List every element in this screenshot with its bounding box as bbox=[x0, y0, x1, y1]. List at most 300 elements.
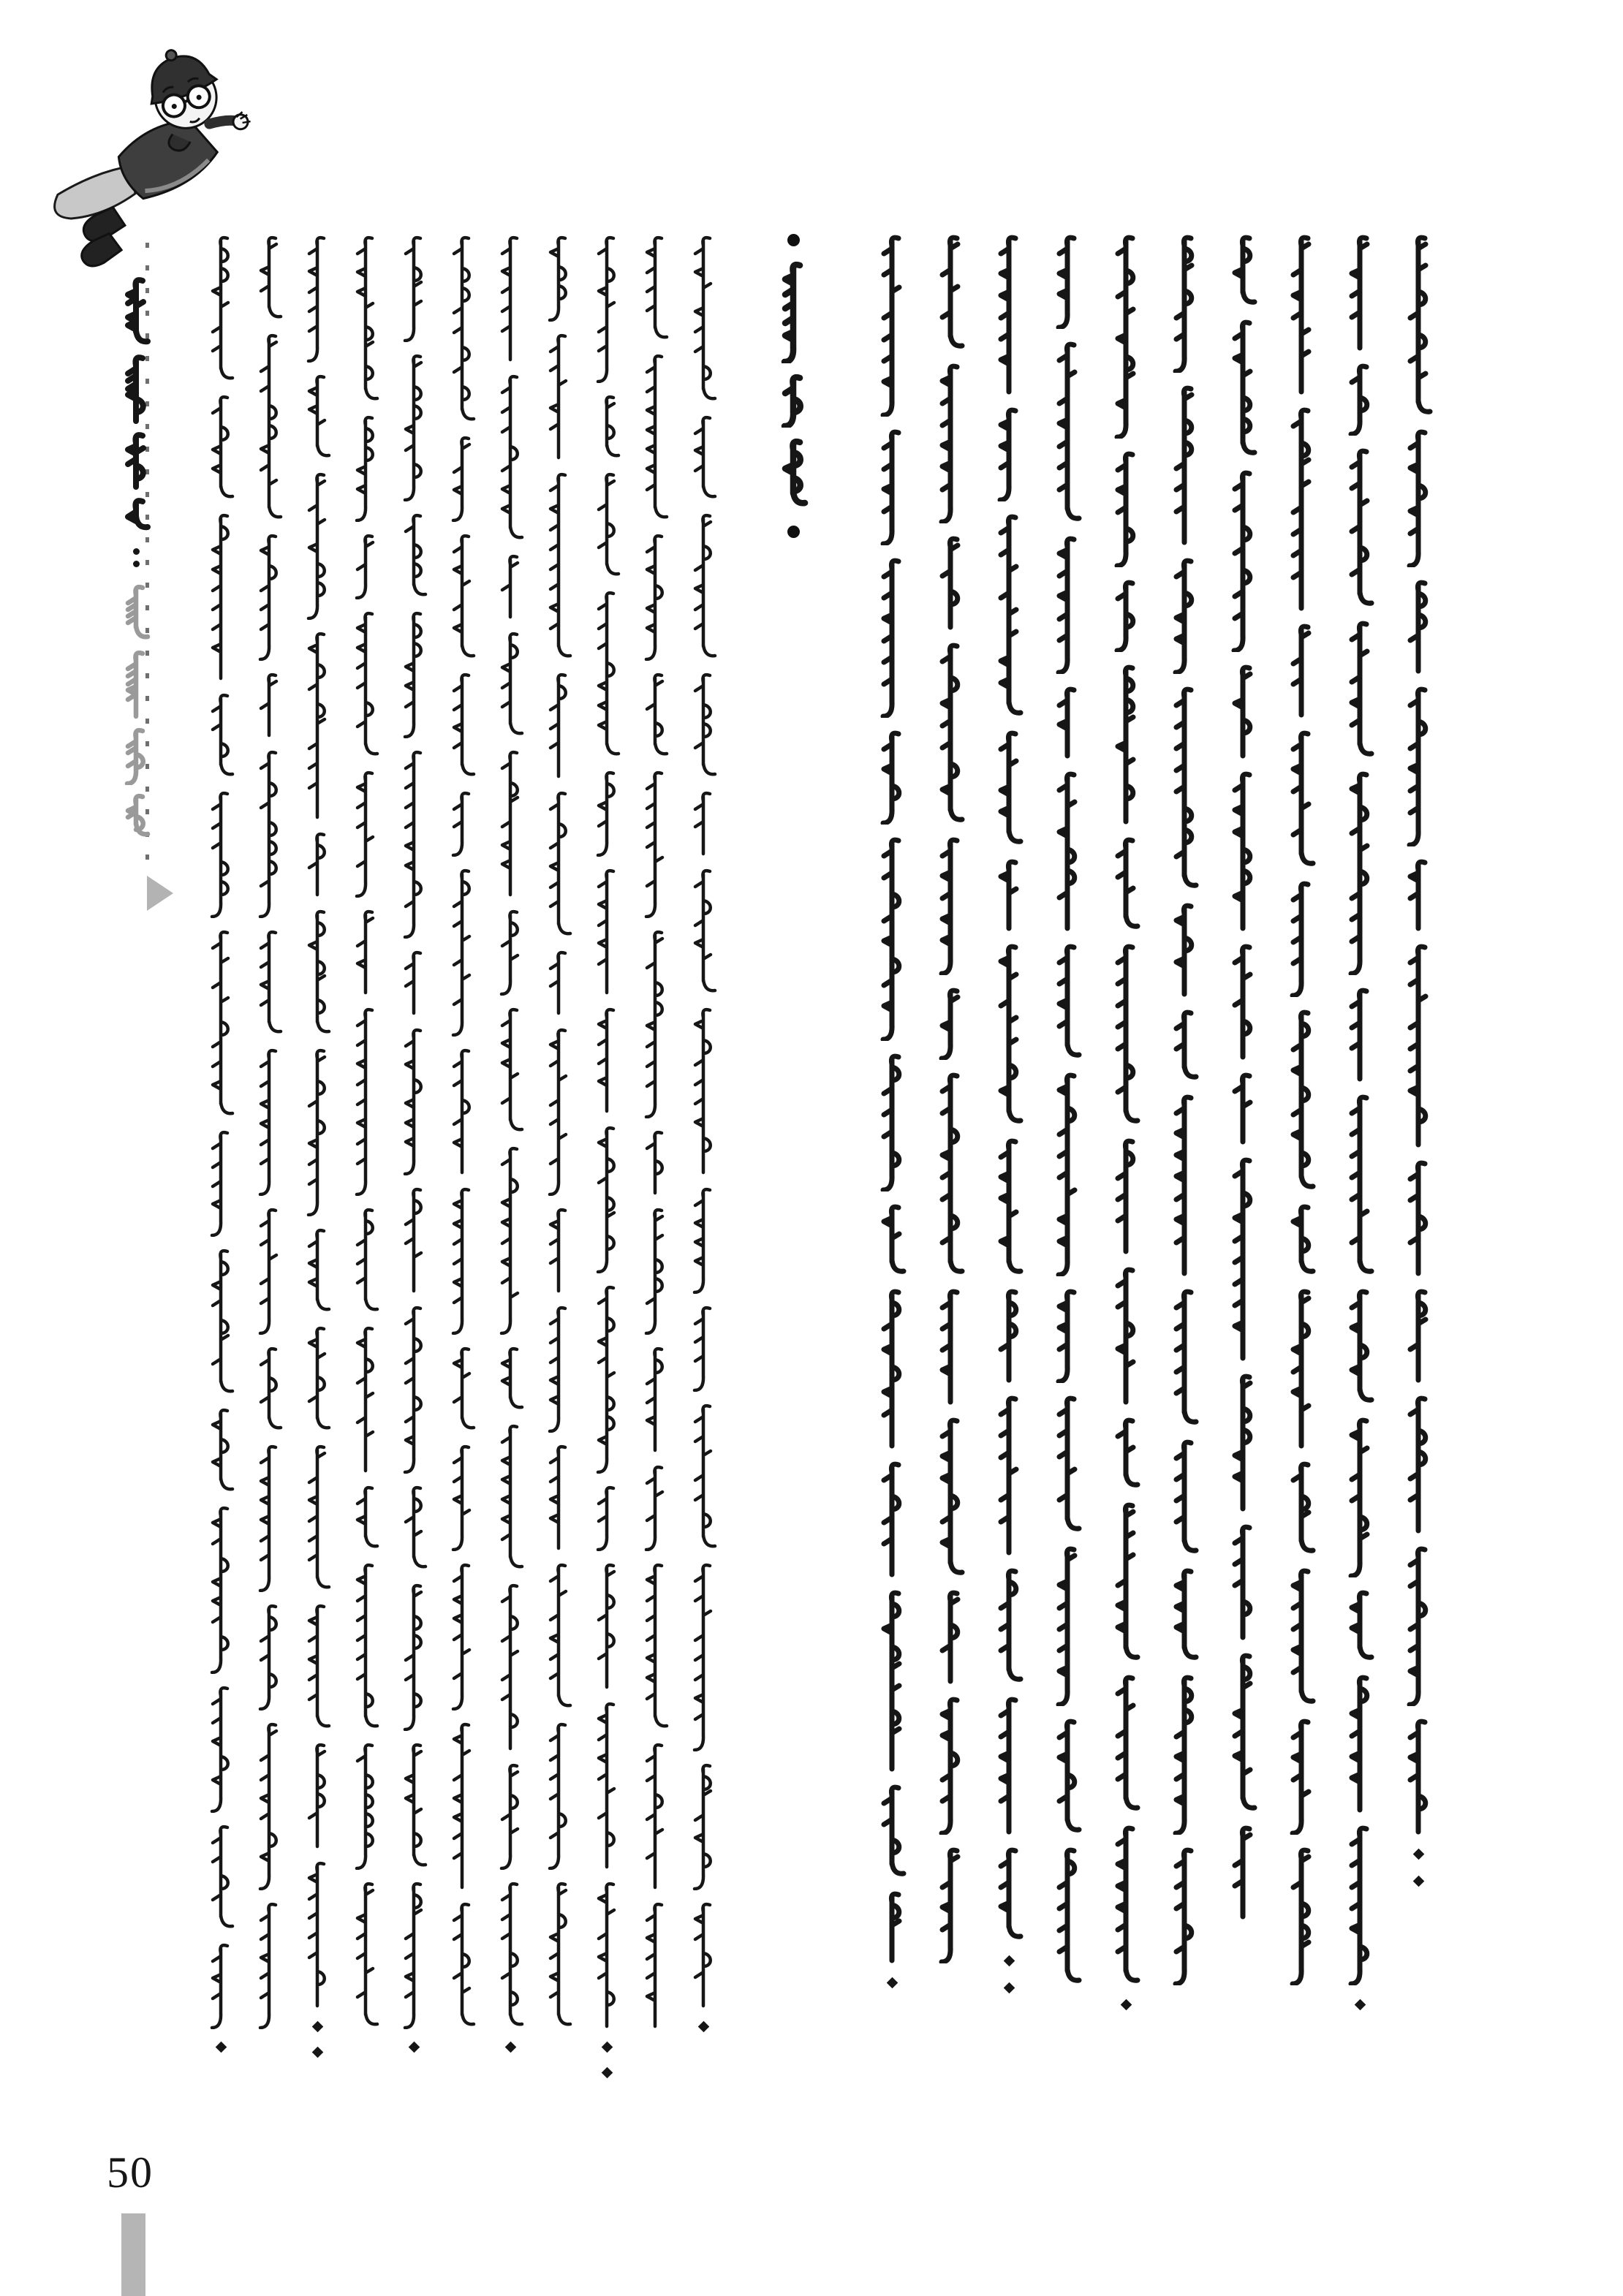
divider-arrow-icon bbox=[147, 876, 173, 911]
script-word bbox=[991, 858, 1027, 931]
script-word bbox=[349, 1741, 382, 1870]
script-word bbox=[591, 769, 623, 857]
script-word bbox=[205, 692, 237, 779]
script-word bbox=[1166, 1439, 1203, 1556]
script-word bbox=[639, 352, 671, 522]
punctuation-dot bbox=[697, 2021, 709, 2033]
script-word bbox=[991, 1696, 1027, 1835]
script-word bbox=[1225, 943, 1261, 1060]
script-word bbox=[301, 1860, 333, 2009]
script-word bbox=[639, 234, 671, 342]
page-edge-tab bbox=[121, 2213, 145, 2296]
script-word bbox=[991, 513, 1027, 718]
script-word bbox=[349, 1484, 382, 1551]
script-word bbox=[1400, 1288, 1437, 1383]
script-word bbox=[991, 1137, 1027, 1276]
script-word bbox=[773, 261, 813, 363]
script-word bbox=[1283, 623, 1320, 718]
script-word bbox=[1400, 858, 1437, 931]
script-word bbox=[494, 1422, 526, 1572]
script-word bbox=[1225, 469, 1261, 652]
script-word bbox=[253, 671, 285, 738]
script-word bbox=[542, 671, 575, 779]
script-word bbox=[253, 1602, 285, 1710]
script-word bbox=[1400, 1395, 1437, 1534]
script-word bbox=[1225, 1652, 1261, 1813]
script-word bbox=[349, 414, 382, 522]
script-word bbox=[1049, 686, 1086, 759]
script-word bbox=[591, 234, 623, 383]
script-word bbox=[874, 1890, 910, 1963]
script-word bbox=[542, 1880, 575, 2029]
script-word bbox=[205, 512, 237, 681]
script-word bbox=[773, 438, 813, 508]
script-word bbox=[1225, 234, 1261, 307]
script-word bbox=[591, 1561, 623, 1690]
script-word bbox=[932, 987, 969, 1060]
script-word bbox=[398, 610, 430, 738]
text-column-left bbox=[398, 234, 430, 2055]
script-word bbox=[542, 1443, 575, 1551]
script-word bbox=[1166, 557, 1203, 674]
script-word bbox=[591, 1284, 623, 1474]
script-word bbox=[253, 1443, 285, 1592]
script-word bbox=[1049, 1395, 1086, 1534]
script-word bbox=[991, 234, 1027, 395]
script-word bbox=[1283, 1009, 1320, 1191]
script-word bbox=[446, 1901, 478, 2029]
text-column-left bbox=[446, 234, 478, 2029]
script-word bbox=[639, 1129, 671, 1196]
script-word bbox=[932, 1072, 969, 1276]
punctuation-dot bbox=[504, 2042, 516, 2053]
script-word bbox=[639, 1345, 671, 1453]
text-column-right bbox=[1400, 234, 1437, 1889]
script-word bbox=[687, 1402, 719, 1551]
script-word bbox=[121, 792, 151, 839]
script-word bbox=[446, 1345, 478, 1433]
script-word bbox=[446, 1186, 478, 1335]
script-word bbox=[446, 1561, 478, 1710]
text-column-left bbox=[639, 234, 671, 2029]
script-word bbox=[639, 928, 671, 1118]
script-word bbox=[1049, 770, 1086, 931]
script-word bbox=[687, 1006, 719, 1175]
script-word bbox=[1342, 447, 1378, 608]
script-word bbox=[1049, 234, 1086, 329]
script-word bbox=[591, 589, 623, 759]
script-word bbox=[687, 1561, 719, 1751]
script-word bbox=[253, 1901, 285, 2029]
script-word bbox=[301, 1741, 333, 1849]
script-word bbox=[349, 1880, 382, 2029]
script-word bbox=[1166, 1567, 1203, 1662]
script-word bbox=[1400, 943, 1437, 1148]
script-word bbox=[1400, 234, 1437, 417]
script-word bbox=[1049, 943, 1086, 1060]
script-word bbox=[253, 749, 285, 918]
script-word bbox=[1166, 384, 1203, 545]
script-word bbox=[205, 1823, 237, 1931]
script-word bbox=[932, 642, 969, 825]
script-word bbox=[1283, 1846, 1320, 1985]
script-word bbox=[1049, 1846, 1086, 1985]
script-word bbox=[205, 393, 237, 501]
script-word bbox=[494, 749, 526, 898]
script-word bbox=[301, 630, 333, 820]
script-word bbox=[1049, 1288, 1086, 1383]
script-word bbox=[1108, 234, 1144, 439]
script-word bbox=[1342, 363, 1378, 436]
script-word bbox=[301, 471, 333, 620]
text-column-left bbox=[253, 234, 285, 2029]
text-column-left bbox=[349, 234, 382, 2029]
script-word bbox=[991, 1567, 1027, 1684]
script-word bbox=[542, 1721, 575, 1870]
mascot-glasses-bridge bbox=[184, 100, 189, 102]
script-word bbox=[874, 1589, 910, 1772]
script-word bbox=[121, 727, 151, 785]
mascot-boot-icon bbox=[77, 232, 124, 270]
punctuation-dot bbox=[886, 1977, 898, 1989]
script-word bbox=[1166, 1846, 1203, 1985]
script-word bbox=[687, 1901, 719, 2009]
script-word bbox=[1108, 836, 1144, 931]
script-word bbox=[932, 1589, 969, 1684]
bullet-dot bbox=[787, 526, 800, 538]
punctuation-dot bbox=[311, 2021, 323, 2033]
script-word bbox=[1342, 770, 1378, 975]
script-word bbox=[542, 471, 575, 661]
script-word bbox=[1166, 1674, 1203, 1835]
lesson-title-column bbox=[119, 276, 153, 839]
script-word bbox=[494, 908, 526, 996]
punctuation-dot bbox=[601, 2067, 613, 2079]
script-word bbox=[494, 553, 526, 620]
script-word bbox=[494, 373, 526, 542]
script-word bbox=[687, 1186, 719, 1294]
title-colon bbox=[133, 545, 140, 570]
script-word bbox=[1108, 1501, 1144, 1662]
script-word bbox=[253, 1721, 285, 1890]
script-word bbox=[349, 769, 382, 898]
script-word bbox=[253, 1047, 285, 1196]
script-word bbox=[639, 1463, 671, 1551]
script-word bbox=[1166, 1288, 1203, 1427]
punctuation-dot bbox=[408, 2042, 420, 2053]
script-word bbox=[301, 373, 333, 461]
punctuation-dot bbox=[1003, 1982, 1015, 1994]
script-word bbox=[398, 512, 430, 599]
script-word bbox=[494, 1880, 526, 2029]
script-word bbox=[398, 1741, 430, 1870]
text-column-right bbox=[932, 234, 969, 1963]
script-word bbox=[1225, 1825, 1261, 1920]
script-word bbox=[1400, 1159, 1437, 1276]
punctuation-dot bbox=[1354, 1999, 1366, 2011]
text-column-left bbox=[494, 234, 526, 2055]
text-column-left bbox=[301, 234, 333, 2060]
script-word bbox=[639, 1901, 671, 2029]
script-word bbox=[1400, 1718, 1437, 1835]
script-word bbox=[991, 943, 1027, 1126]
script-word bbox=[253, 1206, 285, 1335]
script-word bbox=[874, 836, 910, 1041]
page-number: 50 bbox=[107, 2148, 154, 2197]
script-word bbox=[301, 1325, 333, 1433]
script-word bbox=[205, 1941, 237, 2029]
script-word bbox=[591, 393, 623, 461]
script-word bbox=[542, 1026, 575, 1196]
script-word bbox=[1225, 1523, 1261, 1640]
script-word bbox=[1049, 1718, 1086, 1835]
script-word bbox=[591, 1484, 623, 1551]
script-word bbox=[446, 1721, 478, 1890]
script-word bbox=[687, 414, 719, 501]
section-heading-column bbox=[773, 232, 813, 538]
script-word bbox=[253, 234, 285, 322]
script-word bbox=[542, 1561, 575, 1710]
script-word bbox=[591, 1124, 623, 1273]
script-word bbox=[1166, 686, 1203, 890]
script-word bbox=[1283, 880, 1320, 997]
script-word bbox=[1225, 770, 1261, 931]
script-word bbox=[687, 1304, 719, 1392]
script-word bbox=[991, 1846, 1027, 1941]
script-word bbox=[1400, 428, 1437, 567]
script-word bbox=[542, 1304, 575, 1433]
script-word bbox=[349, 610, 382, 759]
script-word bbox=[1342, 1288, 1378, 1405]
script-word bbox=[1166, 234, 1203, 373]
script-word bbox=[874, 1288, 910, 1449]
script-word bbox=[542, 789, 575, 939]
script-word bbox=[121, 583, 151, 642]
script-word bbox=[932, 1417, 969, 1577]
script-word bbox=[1225, 1373, 1261, 1512]
script-word bbox=[874, 428, 910, 545]
script-word bbox=[398, 1484, 430, 1572]
script-word bbox=[1283, 730, 1320, 868]
script-word bbox=[1342, 620, 1378, 759]
script-word bbox=[591, 1700, 623, 1870]
script-word bbox=[1108, 943, 1144, 1126]
script-word bbox=[687, 789, 719, 857]
text-column-left bbox=[542, 234, 575, 2029]
text-column-left bbox=[687, 234, 719, 2034]
script-word bbox=[301, 1047, 333, 1216]
script-word bbox=[205, 1129, 237, 1237]
script-word bbox=[687, 867, 719, 996]
text-column-right bbox=[1225, 234, 1261, 1920]
script-word bbox=[932, 234, 969, 351]
script-word bbox=[446, 789, 478, 857]
script-word bbox=[1283, 1718, 1320, 1835]
script-word bbox=[398, 1582, 430, 1731]
script-word bbox=[1049, 535, 1086, 674]
script-word bbox=[932, 1846, 969, 1963]
script-word bbox=[205, 928, 237, 1118]
script-word bbox=[1108, 664, 1144, 825]
script-word bbox=[301, 1602, 333, 1731]
script-word bbox=[1225, 1156, 1261, 1361]
script-word bbox=[119, 354, 153, 424]
script-word bbox=[1283, 1460, 1320, 1556]
script-word bbox=[253, 1345, 285, 1433]
script-word bbox=[1342, 1825, 1378, 1985]
script-word bbox=[1225, 319, 1261, 458]
script-word bbox=[1342, 234, 1378, 351]
script-word bbox=[542, 234, 575, 322]
script-word bbox=[874, 557, 910, 718]
script-word bbox=[398, 234, 430, 342]
script-word bbox=[874, 1460, 910, 1577]
script-word bbox=[932, 1288, 969, 1405]
script-word bbox=[205, 1406, 237, 1494]
script-word bbox=[1342, 1417, 1378, 1577]
script-word bbox=[991, 1288, 1027, 1383]
script-word bbox=[494, 1345, 526, 1412]
script-word bbox=[639, 532, 671, 661]
script-word bbox=[1400, 686, 1437, 846]
script-word bbox=[494, 630, 526, 738]
script-word bbox=[1166, 1094, 1203, 1276]
script-word bbox=[446, 671, 478, 779]
script-word bbox=[398, 1304, 430, 1474]
script-word bbox=[398, 949, 430, 1016]
script-word bbox=[446, 434, 478, 522]
script-word bbox=[1400, 1545, 1437, 1706]
script-word bbox=[301, 830, 333, 898]
script-word bbox=[1166, 1009, 1203, 1082]
text-column-right bbox=[1166, 234, 1203, 1985]
text-column-right bbox=[1108, 234, 1144, 2012]
script-word bbox=[1283, 1567, 1320, 1706]
script-word bbox=[119, 276, 153, 346]
script-word bbox=[991, 1395, 1027, 1556]
script-word bbox=[301, 234, 333, 363]
script-word bbox=[687, 1762, 719, 1890]
text-column-left bbox=[205, 234, 237, 2055]
script-word bbox=[1283, 234, 1320, 395]
script-word bbox=[446, 867, 478, 1037]
text-column-right bbox=[1283, 234, 1320, 1985]
punctuation-dot bbox=[1120, 1999, 1132, 2011]
script-word bbox=[349, 234, 382, 403]
script-word bbox=[398, 749, 430, 939]
script-word bbox=[639, 1206, 671, 1335]
script-word bbox=[119, 497, 153, 532]
script-word bbox=[301, 908, 333, 1037]
script-word bbox=[494, 234, 526, 363]
bullet-dot bbox=[787, 234, 800, 246]
script-word bbox=[398, 352, 430, 501]
script-word bbox=[1225, 1072, 1261, 1145]
script-word bbox=[121, 649, 151, 719]
punctuation-dot bbox=[215, 2042, 227, 2053]
script-word bbox=[1108, 450, 1144, 567]
script-word bbox=[398, 1186, 430, 1294]
script-word bbox=[446, 1047, 478, 1175]
script-word bbox=[494, 1006, 526, 1134]
text-column-left bbox=[591, 234, 623, 2080]
script-word bbox=[1049, 1545, 1086, 1706]
script-word bbox=[1108, 1674, 1144, 1813]
script-word bbox=[446, 1443, 478, 1551]
script-word bbox=[991, 730, 1027, 846]
script-word bbox=[1342, 1589, 1378, 1662]
script-word bbox=[205, 234, 237, 383]
script-word bbox=[874, 730, 910, 825]
script-word bbox=[1342, 987, 1378, 1082]
script-word bbox=[542, 332, 575, 461]
punctuation-dot bbox=[1003, 1955, 1015, 1967]
punctuation-dot bbox=[311, 2047, 323, 2058]
script-word bbox=[494, 1582, 526, 1751]
text-column-right bbox=[991, 234, 1027, 1996]
script-word bbox=[349, 1206, 382, 1314]
script-word bbox=[1225, 664, 1261, 759]
punctuation-dot bbox=[601, 2042, 613, 2053]
script-word bbox=[1108, 1825, 1144, 1985]
script-word bbox=[639, 671, 671, 759]
script-word bbox=[349, 532, 382, 599]
script-word bbox=[119, 431, 153, 490]
script-word bbox=[494, 1145, 526, 1335]
script-word bbox=[542, 1206, 575, 1294]
text-column-right bbox=[1049, 234, 1086, 1985]
script-word bbox=[874, 1053, 910, 1191]
script-word bbox=[398, 1880, 430, 2029]
script-word bbox=[932, 1696, 969, 1835]
script-word bbox=[301, 1227, 333, 1314]
script-word bbox=[1108, 1266, 1144, 1405]
script-word bbox=[874, 1784, 910, 1879]
script-word bbox=[639, 769, 671, 918]
script-word bbox=[591, 1880, 623, 2029]
script-word bbox=[446, 234, 478, 424]
script-word bbox=[1400, 579, 1437, 674]
script-word bbox=[773, 374, 813, 428]
script-word bbox=[687, 671, 719, 779]
script-word bbox=[1108, 1137, 1144, 1254]
punctuation-dot bbox=[1412, 1876, 1424, 1887]
script-word bbox=[639, 1561, 671, 1731]
script-word bbox=[591, 471, 623, 579]
script-word bbox=[932, 363, 969, 523]
script-word bbox=[205, 1684, 237, 1813]
script-word bbox=[1049, 1072, 1086, 1276]
script-word bbox=[1342, 1674, 1378, 1813]
script-word bbox=[301, 1443, 333, 1592]
script-word bbox=[205, 789, 237, 918]
script-word bbox=[687, 512, 719, 661]
script-word bbox=[253, 928, 285, 1037]
script-word bbox=[874, 1203, 910, 1276]
script-word bbox=[398, 1026, 430, 1175]
script-word bbox=[687, 234, 719, 403]
script-word bbox=[494, 1762, 526, 1870]
script-word bbox=[932, 836, 969, 975]
script-word bbox=[1108, 1417, 1144, 1490]
script-word bbox=[1049, 341, 1086, 523]
script-word bbox=[349, 1325, 382, 1474]
script-word bbox=[591, 1006, 623, 1114]
script-word bbox=[1283, 1203, 1320, 1276]
script-word bbox=[1283, 1288, 1320, 1449]
text-column-right bbox=[874, 234, 910, 1990]
script-word bbox=[253, 532, 285, 661]
